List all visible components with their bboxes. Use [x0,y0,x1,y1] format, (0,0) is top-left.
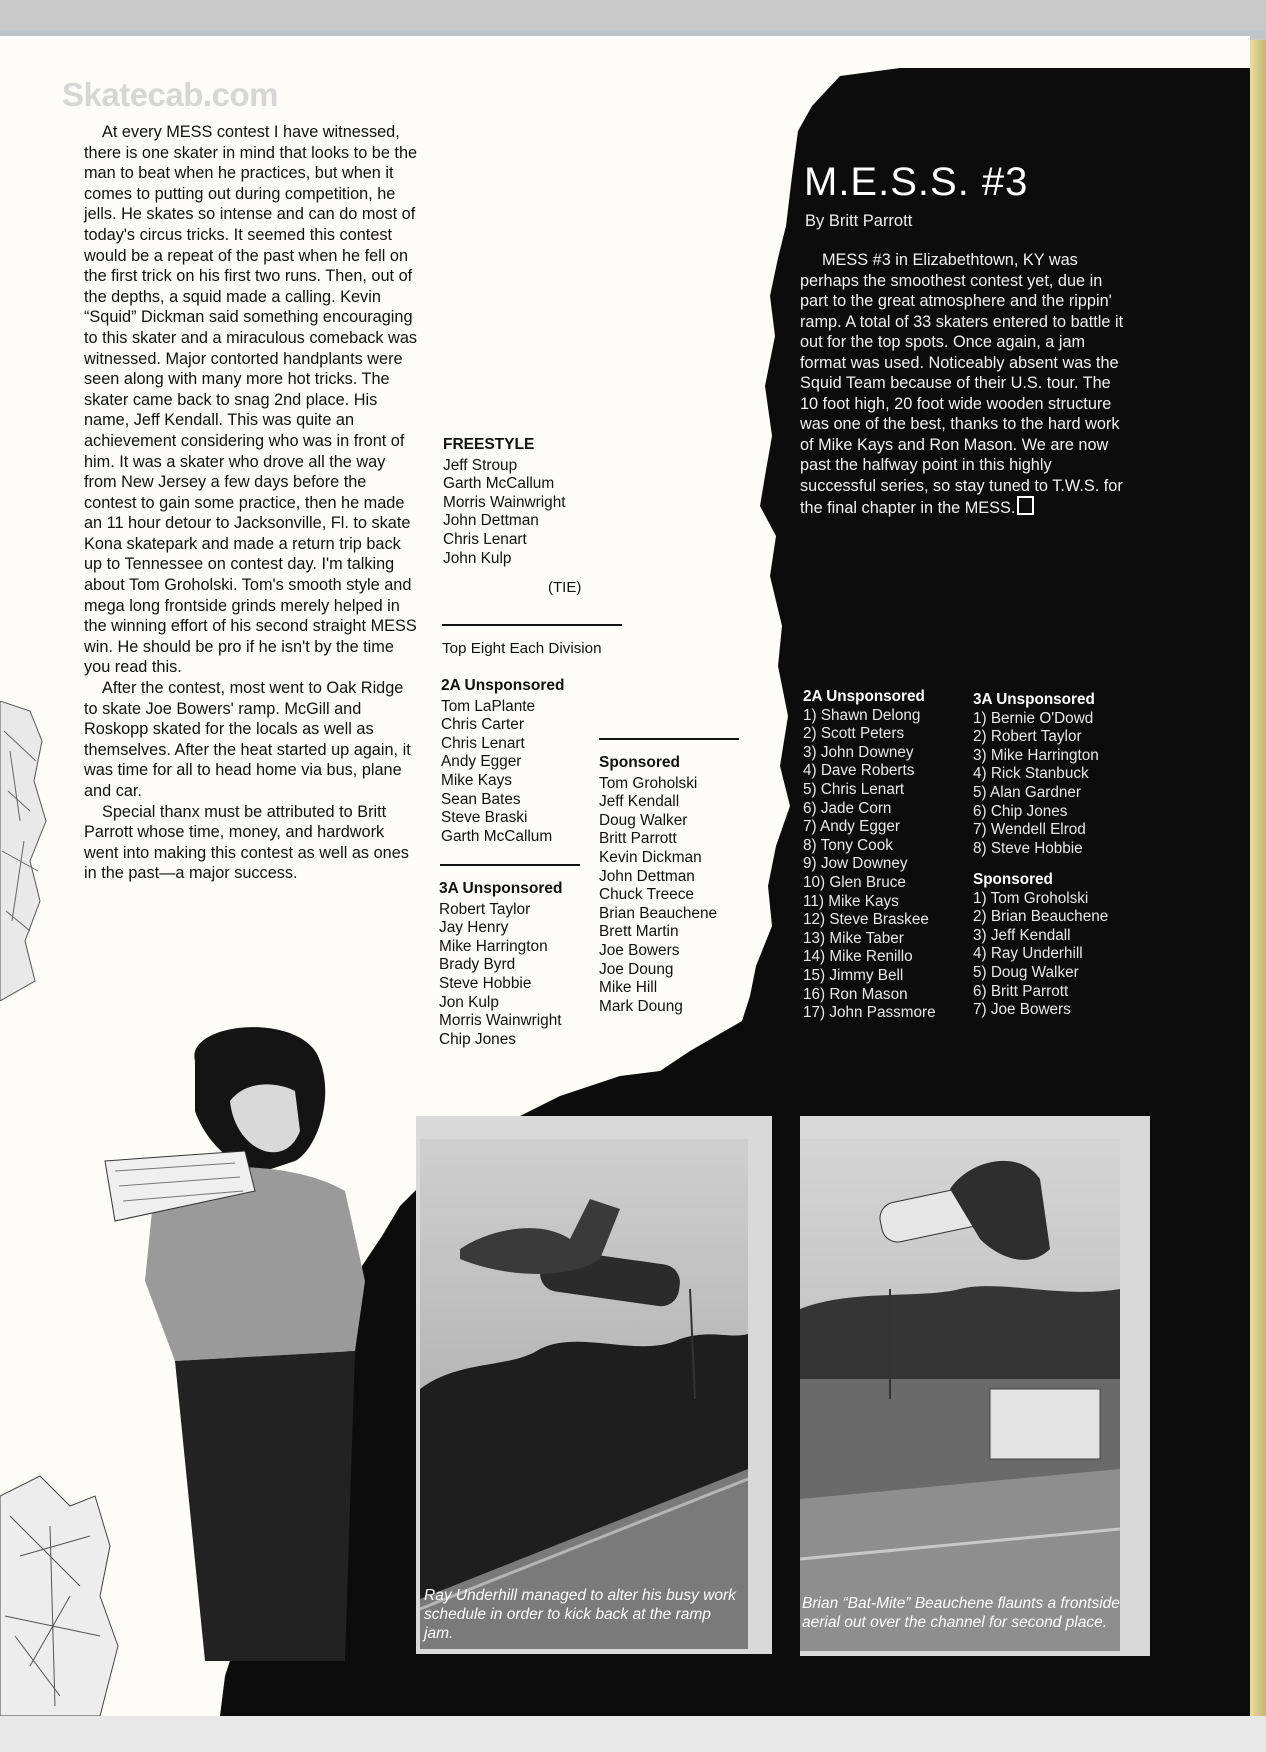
list-item: 4) Dave Roberts [803,762,915,780]
results-3a-list [973,691,1099,858]
list-item: 2) Brian Beauchene [973,908,1109,926]
list-item: Kevin Dickman [599,848,702,866]
list-item: Doug Walker [599,811,688,829]
list-item: Joe Doung [599,960,674,978]
left-photo-caption: Ray Underhill managed to alter his busy work schedule in order to kick back at the ramp jam. [424,1587,736,1642]
end-mark-icon [1017,496,1034,515]
list-item: 5) Chris Lenart [803,780,905,798]
watermark: Skatecab.com [62,76,278,113]
magazine-page [0,36,1250,1716]
list-item: Brett Martin [599,923,679,941]
list-item: Robert Taylor [439,900,531,918]
list-item: Andy Egger [441,753,522,771]
list-item: Joe Bowers [599,941,680,959]
list-item: 1) Tom Groholski [973,889,1089,907]
list-item: Mike Kays [441,771,512,789]
article-paragraph: After the contest, most went to Oak Ridge to skate Joe Bowers' ramp. McGill and Roskopp skated for the locals as well as themselves. After the heat started up again, it was time for all to head home via bus, plane and car. [84,679,411,800]
list-item: Jon Kulp [439,993,499,1011]
freestyle-list [443,436,566,568]
list-item: 4) Rick Stanbuck [973,765,1089,783]
list-item: 6) Chip Jones [973,802,1068,820]
list-item: Britt Parrott [599,830,677,848]
list-item: John Dettman [599,867,695,885]
list-item: Tom LaPlante [441,697,536,715]
entrants-sponsored-list [599,754,717,1016]
byline: By Britt Parrott [805,212,913,230]
list-item: 11) Mike Kays [803,892,899,910]
list-item: 8) Steve Hobbie [973,839,1083,857]
list-item: Steve Braski [441,809,528,827]
freestyle-heading: FREESTYLE [443,436,535,453]
entrants-2a-list [441,677,564,846]
list-item: Morris Wainwright [439,1012,562,1030]
list-item: 4) Ray Underhill [973,945,1083,963]
list-item: Mike Hill [599,979,658,997]
entrants-3a-heading: 3A Unsponsored [439,880,563,897]
divider [442,624,622,626]
list-item: 6) Jade Corn [803,799,892,817]
list-item: Garth McCallum [441,827,553,845]
list-item: Mark Doung [599,997,683,1015]
list-item: Brian Beauchene [599,904,718,922]
list-item: Jay Henry [439,919,509,937]
list-item: 13) Mike Taber [803,929,904,947]
results-2a-heading: 2A Unsponsored [803,688,925,705]
article-title: M.E.S.S. #3 [804,160,1029,204]
list-item: Jeff Stroup [443,456,518,474]
article-paragraph: At every MESS contest I have witnessed, there is one skater in mind that looks to be the man to beat when he practices, but when it comes to putting out during competition, he jells. He skates so intense and can do most of today's circus tricks. It seemed this contest would be a repeat of the past when he fell on the first trick on his first two runs. Then, out of the depths, a squid made a calling. Kevin “Squid” Dickman said something encouraging to this skater and a miraculous comeback was witnessed. Major contorted handplants were seen along with many more hot tricks. The skater came back to snag 2nd place. His name, Jeff Kendall. This was quite an achievement considering who was in front of him. It was a skater who drove all the way from New Jersey a few days before the contest to gain some practice, then he made an 11 hour detour to Jacksonville, Fl. to skate Kona skatepark and made a return trip back up to Tennessee on contest day. I'm talking about Tom Groholski. Tom's smooth style and mega long frontside grinds merely helped in the winning effort of his second straight MESS win. He should be pro if he isn't by the time you read this. [84,123,418,677]
list-item: Brady Byrd [439,956,516,974]
list-item: 6) Britt Parrott [973,982,1069,1000]
list-item: 1) Bernie O'Dowd [973,709,1094,727]
left-skate-photo [420,1139,748,1649]
list-item: 15) Jimmy Bell [803,966,904,984]
list-item: Chuck Treece [599,886,694,904]
list-item: 2) Scott Peters [803,725,905,743]
divider [599,738,739,740]
article-paragraph: Special thanx must be attributed to Britt Parrott whose time, money, and hardwork went into making this contest as well as ones in the past—a major success. [84,802,409,883]
list-item: 3) John Downey [803,743,914,761]
list-item: 7) Wendell Elrod [973,821,1086,839]
list-item: Mike Harrington [439,937,548,955]
list-item: 3) Mike Harrington [973,746,1099,764]
list-item: Chip Jones [439,1030,516,1048]
skater-reading-photo [95,1021,405,1661]
list-item: 2) Robert Taylor [973,728,1082,746]
list-item: 7) Joe Bowers [973,1001,1071,1019]
ramp-aerial-image [420,1139,748,1649]
top-eight-heading: Top Eight Each Division [442,640,602,657]
list-item: 17) John Passmore [803,1004,936,1022]
list-item: Steve Hobbie [439,974,532,992]
tie-note: (TIE) [548,579,582,596]
intro-text: MESS #3 in Elizabethtown, KY was perhaps the smoothest contest yet, due in part to the great atmosphere and the rippin' ramp. A total of 33 skaters entered to battle it out for the top spots. Once again, a jam format was used. Noticeably absent was the Squid Team because of their U.S. tour. The 10 foot high, 20 foot wide wooden structure was one of the best, thanks to the hard work of Mike Kays and Ron Mason. We are now past the halfway point in this highly successful series, so stay tuned to T.W.S. for the final chapter in the MESS. [800,251,1124,517]
right-photo-caption: Brian “Bat-Mite” Beauchene flaunts a frontside aerial out over the channel for second place. [802,1595,1120,1631]
scan-bottom-edge [0,1716,1266,1752]
list-item: 1) Shawn Delong [803,706,921,724]
list-item: 5) Alan Gardner [973,783,1081,801]
map-scrap-top [0,701,50,1001]
list-item: Sean Bates [441,790,521,808]
list-item: 7) Andy Egger [803,818,900,836]
list-item: 5) Doug Walker [973,963,1079,981]
list-item: Morris Wainwright [443,493,566,511]
entrants-sponsored-heading: Sponsored [599,754,680,771]
list-item: Jeff Kendall [599,793,680,811]
list-item: 16) Ron Mason [803,985,908,1003]
list-item: Chris Lenart [443,530,527,548]
right-skate-photo [800,1139,1120,1651]
list-item: John Dettman [443,512,539,530]
list-item: 14) Mike Renillo [803,948,913,966]
results-3a-heading: 3A Unsponsored [973,691,1095,708]
article-body [84,122,419,884]
list-item: 10) Glen Bruce [803,873,906,891]
divider [440,864,580,866]
list-item: Chris Carter [441,716,524,734]
list-item: Garth McCallum [443,475,555,493]
list-item: 3) Jeff Kendall [973,926,1071,944]
list-item: 9) Jow Downey [803,855,908,873]
list-item: Tom Groholski [599,774,698,792]
results-2a-list [803,688,936,1023]
list-item: John Kulp [443,549,512,567]
entrants-2a-heading: 2A Unsponsored [441,677,565,694]
list-item: 8) Tony Cook [803,836,893,854]
results-sponsored-list [973,871,1108,1020]
entrants-3a-list [439,880,562,1049]
list-item: Chris Lenart [441,734,525,752]
results-sponsored-heading: Sponsored [973,871,1053,888]
frontside-aerial-image [800,1139,1120,1651]
intro-paragraph [800,250,1125,519]
list-item: 12) Steve Braskee [803,911,929,929]
